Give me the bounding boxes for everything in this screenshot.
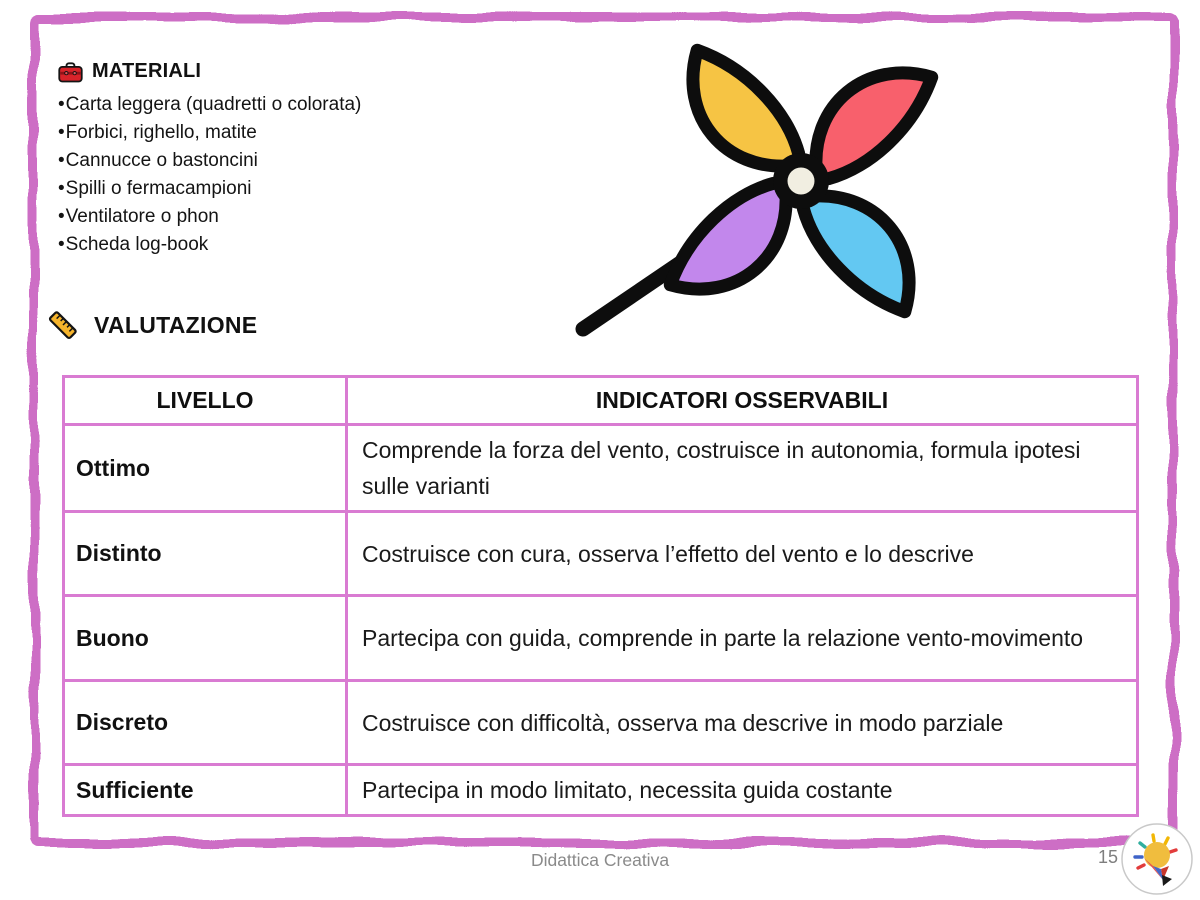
lightbulb-pencil-logo bbox=[1120, 822, 1194, 896]
indicator-cell: Costruisce con cura, osserva l’effetto del vento e lo descrive bbox=[347, 512, 1138, 596]
level-cell: Sufficiente bbox=[64, 765, 347, 816]
materials-heading bbox=[58, 60, 361, 83]
materials-item: • Scheda log-book bbox=[58, 231, 361, 259]
table-row bbox=[64, 765, 1138, 816]
level-cell: Ottimo bbox=[64, 425, 347, 512]
footer-brand: Didattica Creativa bbox=[530, 850, 670, 870]
header-indicatori: INDICATORI OSSERVABILI bbox=[347, 377, 1138, 425]
header-livello: LIVELLO bbox=[64, 377, 347, 425]
indicator-cell: Comprende la forza del vento, costruisce in autonomia, formula ipotesi sulle varianti bbox=[347, 425, 1138, 512]
table-header-row bbox=[64, 377, 1138, 425]
table-row bbox=[64, 681, 1138, 765]
level-cell: Discreto bbox=[64, 681, 347, 765]
valutazione-title: VALUTAZIONE bbox=[94, 311, 258, 338]
table-row bbox=[64, 596, 1138, 681]
materials-title: MATERIALI bbox=[92, 60, 202, 82]
toolbox-icon bbox=[58, 61, 83, 83]
materials-item: • Forbici, righello, matite bbox=[58, 119, 361, 147]
materials-item: • Spilli o fermacampioni bbox=[58, 175, 361, 203]
ruler-icon bbox=[42, 304, 84, 346]
materials-section bbox=[58, 60, 361, 259]
materials-item: • Ventilatore o phon bbox=[58, 203, 361, 231]
indicator-cell: Partecipa con guida, comprende in parte la relazione vento-movimento bbox=[347, 596, 1138, 681]
materials-item: • Carta leggera (quadretti o colorata) bbox=[58, 91, 361, 119]
indicator-cell: Partecipa in modo limitato, necessita guida costante bbox=[347, 765, 1138, 816]
page-number: 15 bbox=[1097, 847, 1118, 867]
valutazione-heading bbox=[42, 304, 257, 346]
rubric-table bbox=[62, 375, 1139, 817]
level-cell: Buono bbox=[64, 596, 347, 681]
materials-item: • Cannucce o bastoncini bbox=[58, 147, 361, 175]
materials-list bbox=[58, 91, 361, 259]
table-row bbox=[64, 512, 1138, 596]
pinwheel-icon bbox=[563, 26, 985, 348]
level-cell: Distinto bbox=[64, 512, 347, 596]
indicator-cell: Costruisce con difficoltà, osserva ma descrive in modo parziale bbox=[347, 681, 1138, 765]
pinwheel-illustration bbox=[563, 26, 985, 348]
table-row bbox=[64, 425, 1138, 512]
